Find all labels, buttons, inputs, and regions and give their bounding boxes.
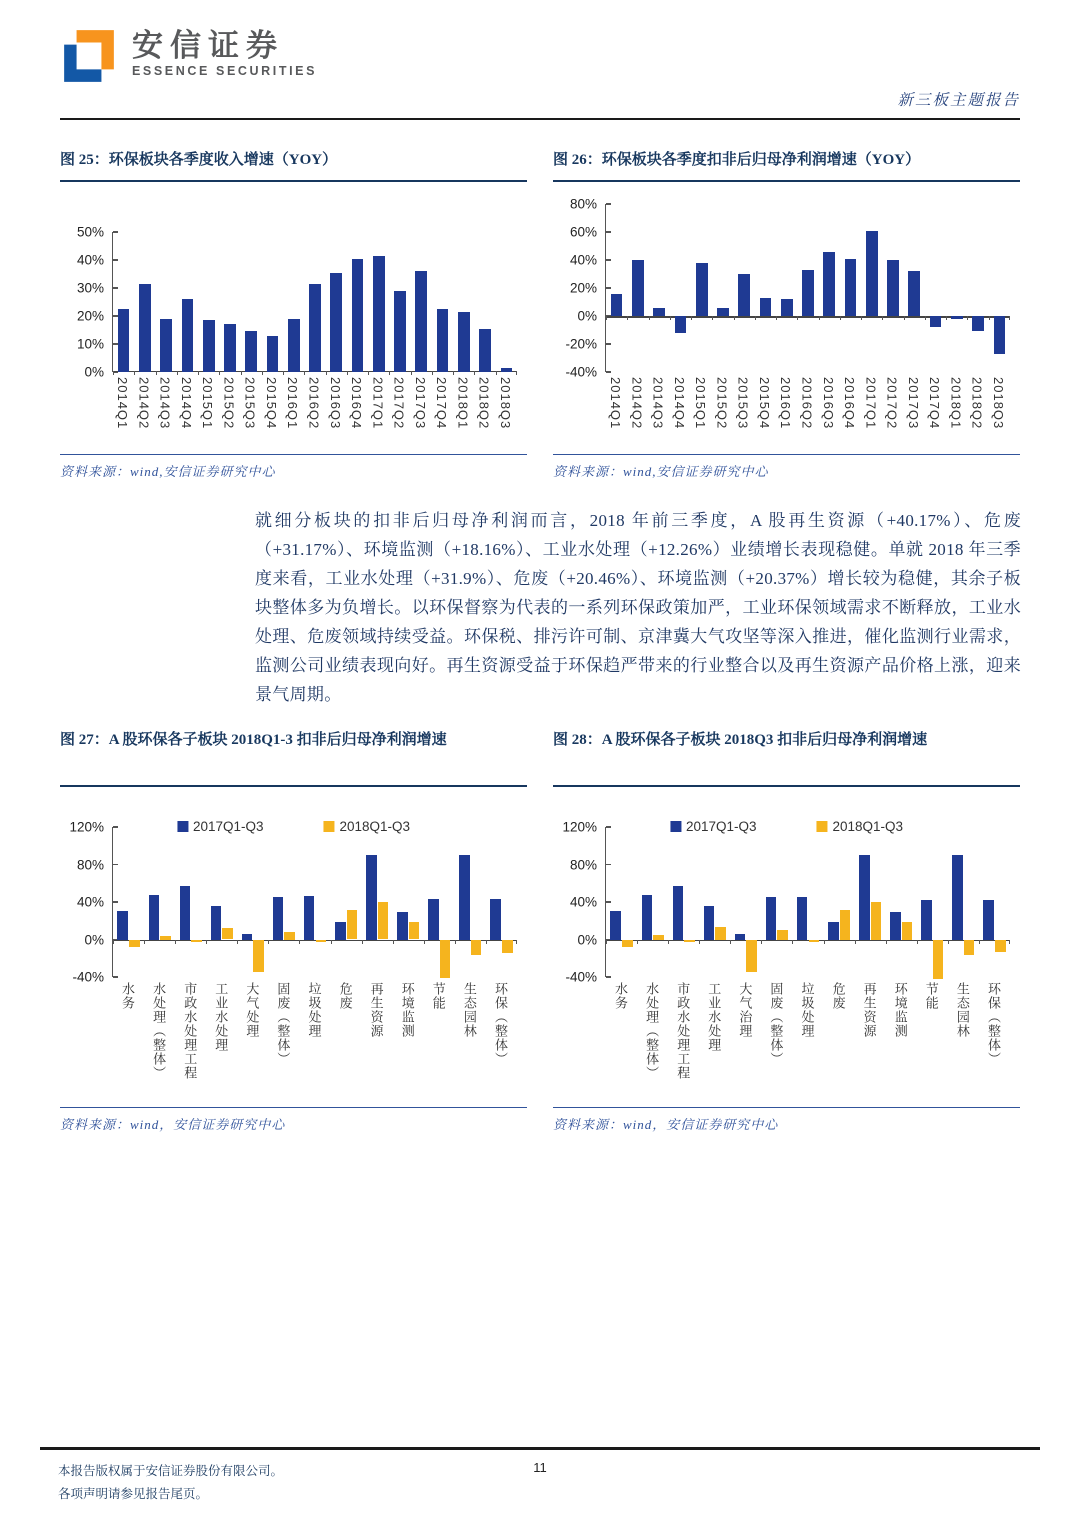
x-axis-label: 工业水处理	[706, 982, 722, 1052]
x-axis-label: 大气治理	[737, 982, 753, 1038]
footer-rule	[40, 1447, 1040, 1450]
y-tick-mark	[113, 287, 118, 289]
y-tick-mark	[606, 864, 611, 866]
data-bar	[828, 922, 839, 940]
data-bar	[160, 936, 171, 940]
figure-27-chart	[60, 793, 527, 1099]
plot-area	[112, 827, 517, 977]
y-tick-label: -40%	[72, 969, 104, 985]
data-bar	[182, 299, 194, 372]
plot-area	[605, 827, 1010, 977]
y-tick-mark	[113, 901, 118, 903]
y-tick-mark	[606, 231, 611, 233]
brand-name-en: ESSENCE SECURITIES	[132, 63, 318, 78]
chart-legend	[670, 819, 903, 834]
y-tick-mark	[113, 826, 118, 828]
data-bar	[428, 899, 439, 939]
data-bar	[684, 940, 695, 942]
x-tick-mark	[486, 940, 487, 944]
figures-row-2	[60, 728, 1020, 1133]
y-axis	[553, 819, 603, 985]
data-bar	[471, 940, 482, 956]
x-tick-mark	[606, 316, 607, 320]
figure-26-title: 图 26：环保板块各季度扣非后归母净利润增速（YOY）	[553, 148, 1020, 182]
y-tick-label: 80%	[569, 196, 597, 212]
x-tick-mark	[206, 940, 207, 944]
x-axis-label: 环境监测	[892, 982, 908, 1038]
x-axis-label: 2016Q2	[799, 377, 815, 430]
x-axis-label: 固废（整体）	[275, 982, 291, 1066]
figure-28-source: 资料来源：wind，安信证券研究中心	[553, 1107, 1020, 1133]
x-tick-mark	[979, 940, 980, 944]
x-tick-mark	[946, 316, 947, 320]
data-bar	[284, 932, 295, 940]
x-tick-mark	[691, 316, 692, 320]
legend-label: 2018Q1-Q3	[339, 819, 411, 834]
legend-item	[177, 819, 264, 834]
legend-item	[817, 819, 904, 834]
x-axis-label: 2014Q2	[136, 377, 152, 430]
data-bar	[490, 899, 501, 939]
data-bar	[845, 259, 857, 316]
data-bar	[117, 911, 128, 939]
x-tick-mark	[699, 940, 700, 944]
data-bar	[440, 940, 451, 978]
data-bar	[479, 329, 491, 372]
x-axis-label: 2014Q1	[608, 377, 624, 430]
x-axis-label: 节能	[923, 982, 939, 1010]
data-bar	[871, 902, 882, 940]
brand-text	[132, 28, 317, 78]
legend-item	[670, 819, 757, 834]
data-bar	[746, 940, 757, 973]
data-bar	[642, 895, 653, 939]
x-tick-mark	[917, 940, 918, 944]
x-tick-mark	[268, 940, 269, 944]
x-axis-label: 2017Q4	[434, 377, 450, 430]
x-tick-mark	[967, 316, 968, 320]
y-axis	[553, 196, 603, 380]
x-axis-label: 市政水处理工程	[182, 982, 198, 1080]
y-tick-mark	[113, 259, 118, 261]
x-tick-mark	[861, 316, 862, 320]
x-axis-label: 危废	[830, 982, 846, 1010]
footer-copyright-line2: 各项声明请参见报告尾页。	[58, 1487, 209, 1501]
data-bar	[316, 940, 327, 943]
x-axis-label: 2017Q2	[884, 377, 900, 430]
data-bar	[245, 331, 257, 372]
y-axis	[60, 224, 110, 380]
y-tick-mark	[606, 826, 611, 828]
y-tick-mark	[113, 231, 118, 233]
x-tick-mark	[175, 940, 176, 944]
y-tick-label: 120%	[69, 819, 104, 835]
x-tick-mark	[797, 316, 798, 320]
x-tick-mark	[627, 316, 628, 320]
data-bar	[191, 940, 202, 942]
data-bar	[352, 259, 364, 372]
x-tick-mark	[637, 940, 638, 944]
figure-28-title: 图 28：A 股环保各子板块 2018Q3 扣非后归母净利润增速	[553, 728, 1020, 787]
data-bar	[309, 284, 321, 372]
x-axis-label: 2015Q3	[242, 377, 258, 430]
data-bar	[951, 316, 963, 319]
y-tick-mark	[113, 976, 118, 978]
x-axis-label: 2015Q2	[714, 377, 730, 430]
x-tick-mark	[904, 316, 905, 320]
data-bar	[777, 930, 788, 939]
x-axis-label: 2017Q2	[391, 377, 407, 430]
x-axis-label: 2016Q3	[820, 377, 836, 430]
y-tick-label: -40%	[565, 969, 597, 985]
x-tick-mark	[144, 940, 145, 944]
x-tick-mark	[1009, 940, 1010, 944]
data-bar	[823, 252, 835, 316]
x-tick-mark	[989, 316, 990, 320]
data-bar	[887, 260, 899, 316]
data-bar	[288, 319, 300, 372]
x-axis-label: 水务	[613, 982, 629, 1010]
x-axis-label: 大气处理	[244, 982, 260, 1038]
x-axis-label: 2017Q3	[412, 377, 428, 430]
data-bar	[501, 368, 513, 372]
x-axis-labels	[605, 979, 1010, 1099]
x-axis-label: 2018Q3	[990, 377, 1006, 430]
x-axis-label: 2015Q1	[200, 377, 216, 430]
figure-28	[553, 728, 1020, 1133]
figure-25	[60, 148, 527, 480]
y-tick-label: 60%	[569, 224, 597, 240]
x-tick-mark	[776, 316, 777, 320]
data-bar	[267, 336, 279, 372]
x-axis-label: 2014Q4	[671, 377, 687, 430]
y-tick-label: 0%	[577, 308, 597, 324]
x-axis-label: 2016Q1	[285, 377, 301, 430]
figure-27-source: 资料来源：wind，安信证券研究中心	[60, 1107, 527, 1133]
x-tick-mark	[792, 940, 793, 944]
x-axis-label: 2015Q4	[263, 377, 279, 430]
x-axis-label: 2018Q2	[476, 377, 492, 430]
x-tick-mark	[855, 940, 856, 944]
chart-legend	[177, 819, 410, 834]
x-axis-label: 垃圾处理	[306, 982, 322, 1038]
figures-row-1	[60, 148, 1020, 480]
data-bar	[859, 855, 870, 939]
y-tick-label: 120%	[562, 819, 597, 835]
data-bar	[696, 263, 708, 316]
data-bar	[866, 231, 878, 316]
x-axis-label: 2014Q1	[115, 377, 131, 430]
x-axis-label: 环保（整体）	[492, 982, 508, 1066]
data-bar	[458, 312, 470, 372]
y-tick-mark	[606, 901, 611, 903]
x-axis-label: 危废	[337, 982, 353, 1010]
page-header	[60, 28, 1020, 120]
x-axis-labels	[605, 374, 1010, 446]
data-bar	[781, 299, 793, 316]
data-bar	[366, 855, 377, 939]
plot-area	[605, 204, 1010, 372]
data-bar	[704, 906, 715, 940]
x-tick-mark	[516, 940, 517, 944]
data-bar	[253, 940, 264, 973]
data-bar	[611, 294, 623, 316]
data-bar	[840, 910, 851, 940]
x-tick-mark	[730, 940, 731, 944]
x-axis-labels	[112, 979, 517, 1099]
x-axis-label: 固废（整体）	[768, 982, 784, 1066]
data-bar	[330, 273, 342, 372]
x-tick-mark	[113, 940, 114, 944]
y-tick-label: -20%	[565, 336, 597, 352]
data-bar	[994, 316, 1006, 354]
data-bar	[211, 906, 222, 940]
x-axis-label: 生态园林	[461, 982, 477, 1038]
report-type-label: 新三板主题报告	[897, 92, 1020, 109]
y-tick-label: 20%	[76, 308, 104, 324]
y-tick-label: 80%	[76, 857, 104, 872]
data-bar	[653, 308, 665, 316]
figure-26-source: 资料来源：wind,安信证券研究中心	[553, 454, 1020, 480]
data-bar	[242, 934, 253, 940]
x-axis-label: 2017Q3	[905, 377, 921, 430]
x-tick-mark	[712, 316, 713, 320]
x-axis-label: 再生资源	[368, 982, 384, 1038]
brand	[60, 28, 1020, 86]
x-axis-line	[606, 316, 1010, 318]
y-tick-mark	[606, 203, 611, 205]
data-bar	[180, 886, 191, 939]
data-bar	[802, 270, 814, 316]
plot-area	[112, 232, 517, 372]
data-bar	[933, 940, 944, 979]
x-tick-mark	[393, 940, 394, 944]
x-axis-label: 2014Q2	[629, 377, 645, 430]
data-bar	[224, 324, 236, 372]
data-bar	[222, 928, 233, 939]
data-bar	[995, 940, 1006, 952]
data-bar	[908, 271, 920, 316]
y-tick-label: 40%	[569, 252, 597, 268]
x-tick-mark	[424, 940, 425, 944]
data-bar	[809, 940, 820, 943]
x-tick-mark	[649, 316, 650, 320]
data-bar	[797, 897, 808, 939]
data-bar	[760, 298, 772, 316]
y-tick-mark	[606, 259, 611, 261]
data-bar	[129, 940, 140, 948]
data-bar	[738, 274, 750, 316]
data-bar	[203, 320, 215, 372]
figure-28-chart	[553, 793, 1020, 1099]
x-tick-mark	[455, 940, 456, 944]
footer-copyright-line1: 本报告版权属于安信证券股份有限公司。	[58, 1464, 284, 1478]
y-tick-label: 80%	[569, 857, 597, 872]
data-bar	[715, 927, 726, 939]
x-axis-label: 2017Q1	[370, 377, 386, 430]
x-axis-label: 2016Q1	[778, 377, 794, 430]
x-axis-label: 水务	[120, 982, 136, 1010]
x-tick-mark	[886, 940, 887, 944]
page-number: 11	[533, 1460, 547, 1475]
data-bar	[394, 291, 406, 372]
x-tick-mark	[299, 940, 300, 944]
data-bar	[437, 309, 449, 372]
figure-27	[60, 728, 527, 1133]
data-bar	[717, 308, 729, 316]
x-axis-label: 2017Q4	[927, 377, 943, 430]
body-paragraph: 就细分板块的扣非后归母净利润而言，2018 年前三季度，A 股再生资源（+40.17%）、危废（+31.17%）、环境监测（+18.16%）、工业水处理（+12.26%）业绩增长表现稳健。单就 2018 年三季度来看，工业水处理（+31.9%）、危废（+20.46%）、环境监测（+20.37%）增长较为稳健，其余子板块整体多为负增长。以环保督察为代表的一系列环保政策加严，工业环保领域需求不断释放，工业水处理、危废领域持续受益。环保税、排污许可制、京津冀大气攻坚等深入推进，催化监测行业需求，监测公司业绩表现向好。再生资源受益于环保趋严带来的行业整合以及再生资源产品价格上涨，迎来景气周期。	[255, 511, 1021, 704]
x-axis-label: 市政水处理工程	[675, 982, 691, 1080]
x-axis-label: 2015Q3	[735, 377, 751, 430]
data-bar	[304, 896, 315, 939]
x-axis-label: 2018Q2	[969, 377, 985, 430]
figure-25-source: 资料来源：wind,安信证券研究中心	[60, 454, 527, 480]
x-axis-label: 环境监测	[399, 982, 415, 1038]
y-tick-mark	[606, 343, 611, 345]
data-bar	[373, 256, 385, 372]
x-axis-label: 再生资源	[861, 982, 877, 1038]
y-tick-label: 40%	[76, 252, 104, 268]
data-bar	[409, 922, 420, 939]
figure-25-title: 图 25：环保板块各季度收入增速（YOY）	[60, 148, 527, 182]
x-tick-mark	[331, 940, 332, 944]
data-bar	[415, 271, 427, 372]
figure-26	[553, 148, 1020, 480]
y-tick-label: -40%	[565, 364, 597, 380]
data-bar	[766, 897, 777, 939]
x-axis-label: 水处理（整体）	[151, 982, 167, 1080]
y-tick-label: 50%	[76, 224, 104, 240]
x-tick-mark	[1009, 316, 1010, 320]
x-tick-mark	[755, 316, 756, 320]
x-axis-label: 2018Q1	[948, 377, 964, 430]
data-bar	[902, 922, 913, 940]
data-bar	[735, 934, 746, 940]
data-bar	[273, 897, 284, 939]
x-axis-labels	[112, 374, 517, 446]
data-bar	[632, 260, 644, 316]
x-tick-mark	[761, 940, 762, 944]
y-tick-mark	[606, 371, 611, 373]
x-axis-label: 2014Q3	[650, 377, 666, 430]
x-tick-mark	[882, 316, 883, 320]
y-tick-label: 20%	[569, 280, 597, 296]
x-axis-label: 2017Q1	[863, 377, 879, 430]
data-bar	[964, 940, 975, 956]
x-tick-mark	[819, 316, 820, 320]
x-axis-label: 生态园林	[954, 982, 970, 1038]
x-axis-label: 2016Q3	[327, 377, 343, 430]
x-axis-label: 2015Q1	[693, 377, 709, 430]
y-tick-mark	[606, 287, 611, 289]
data-bar	[502, 940, 513, 953]
figure-25-chart	[60, 188, 527, 446]
legend-label: 2017Q1-Q3	[685, 819, 757, 834]
y-tick-label: 0%	[84, 364, 104, 380]
y-tick-label: 0%	[84, 932, 104, 947]
data-bar	[118, 309, 130, 372]
x-axis-label: 2014Q3	[157, 377, 173, 430]
x-tick-mark	[668, 940, 669, 944]
x-axis-label: 2014Q4	[178, 377, 194, 430]
legend-label: 2018Q1-Q3	[832, 819, 904, 834]
legend-item	[324, 819, 411, 834]
x-tick-mark	[840, 316, 841, 320]
data-bar	[347, 910, 358, 939]
x-axis-label: 2016Q4	[349, 377, 365, 430]
x-tick-mark	[237, 940, 238, 944]
x-tick-mark	[670, 316, 671, 320]
x-axis-label: 2018Q1	[455, 377, 471, 430]
y-tick-mark	[606, 976, 611, 978]
data-bar	[673, 886, 684, 939]
legend-label: 2017Q1-Q3	[192, 819, 264, 834]
data-bar	[149, 895, 160, 939]
data-bar	[972, 316, 984, 331]
x-axis-label: 2015Q2	[221, 377, 237, 430]
x-tick-mark	[925, 316, 926, 320]
x-tick-mark	[606, 940, 607, 944]
legend-swatch-icon	[817, 821, 828, 832]
x-tick-mark	[824, 940, 825, 944]
data-bar	[335, 922, 346, 940]
x-axis-label: 环保（整体）	[985, 982, 1001, 1066]
y-axis	[60, 819, 110, 985]
data-bar	[160, 319, 172, 372]
x-axis-label: 2016Q2	[306, 377, 322, 430]
legend-swatch-icon	[177, 821, 188, 832]
data-bar	[983, 900, 994, 939]
y-tick-label: 0%	[577, 932, 597, 947]
figure-27-title: 图 27：A 股环保各子板块 2018Q1-3 扣非后归母净利润增速	[60, 728, 527, 787]
brand-name-cn: 安信证券	[132, 28, 284, 63]
data-bar	[610, 911, 621, 939]
data-bar	[622, 940, 633, 948]
data-bar	[890, 912, 901, 939]
figure-26-chart	[553, 188, 1020, 446]
legend-swatch-icon	[670, 821, 681, 832]
data-bar	[930, 316, 942, 327]
x-axis-label: 2018Q3	[497, 377, 513, 430]
x-tick-mark	[734, 316, 735, 320]
data-bar	[952, 855, 963, 939]
legend-swatch-icon	[324, 821, 335, 832]
data-bar	[139, 284, 151, 372]
essence-securities-logo-icon	[60, 28, 118, 86]
data-bar	[921, 900, 932, 939]
y-tick-label: 40%	[569, 894, 597, 910]
data-bar	[675, 316, 687, 333]
x-tick-mark	[362, 940, 363, 944]
x-axis-label: 垃圾处理	[799, 982, 815, 1038]
data-bar	[397, 912, 408, 939]
x-tick-mark	[948, 940, 949, 944]
x-axis-label: 水处理（整体）	[644, 982, 660, 1080]
y-tick-label: 30%	[76, 280, 104, 296]
data-bar	[459, 855, 470, 939]
x-axis-label: 节能	[430, 982, 446, 1010]
y-tick-label: 40%	[76, 894, 104, 910]
data-bar	[653, 935, 664, 940]
x-axis-label: 2016Q4	[842, 377, 858, 430]
data-bar	[378, 902, 389, 940]
x-axis-label: 2015Q4	[756, 377, 772, 430]
y-tick-mark	[113, 864, 118, 866]
x-axis-label: 工业水处理	[213, 982, 229, 1052]
y-tick-label: 10%	[76, 336, 104, 352]
